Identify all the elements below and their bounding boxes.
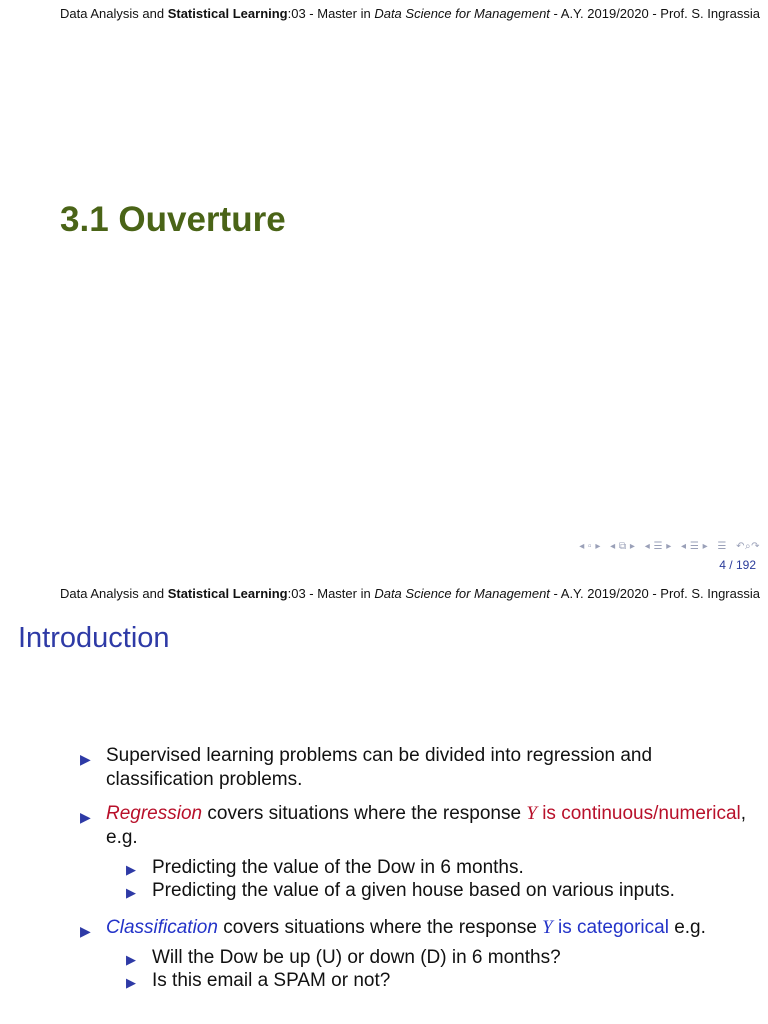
bullet-item [80,802,750,902]
bullet-text: , e.g. [106,803,747,848]
section-title: 3.1 Ouverture [60,200,286,239]
subsection-icon[interactable]: ◂ ☰ ▸ [681,541,709,552]
bullet-triangle-icon: ▶ [80,809,91,825]
bullet-text: Supervised learning problems can be divided into regression and classification problems. [106,745,653,790]
page-counter: 4 / 192 [719,558,756,572]
bullet-triangle-icon: ▶ [80,751,91,767]
highlight-text: is categorical [552,917,669,938]
bullet-triangle-icon: ▶ [126,975,136,990]
bullet-triangle-icon: ▶ [126,952,136,967]
slide-header [60,586,760,601]
slide-introduction [0,580,768,1024]
bullet-text: covers situations where the response [217,917,543,938]
response-variable: Y [542,917,553,938]
header-text: Data Analysis and [60,6,168,21]
bullet-text: covers situations where the response [202,803,527,824]
bullet-triangle-icon: ▶ [126,885,136,900]
highlight-text: is continuous/numerical [536,803,741,824]
header-text: - A.Y. 2019/2020 - Prof. S. Ingrassia [549,6,760,21]
sub-bullet-text: Predicting the value of a given house based on various inputs. [152,880,675,901]
sub-bullet-item [126,946,750,969]
header-text: :03 - Master in [287,586,375,601]
bullet-triangle-icon: ▶ [80,923,91,939]
toc-icon[interactable]: ☰ [717,541,727,552]
header-program: Data Science for Management [374,586,550,601]
slide-header [60,6,760,21]
classification-term: Classification [106,917,218,938]
nav-first-icon[interactable]: ◂ ▫ ▸ [579,541,601,552]
header-course: Statistical Learning [167,586,288,601]
beamer-navigation [573,541,760,552]
bullet-item [80,744,750,792]
sub-bullet-item [126,856,750,879]
header-text: Data Analysis and [60,586,168,601]
bullet-item [80,916,750,992]
sub-bullet-text: Will the Dow be up (U) or down (D) in 6 months? [152,947,561,968]
sub-bullet-item [126,969,750,992]
header-text: :03 - Master in [287,6,375,21]
bullet-triangle-icon: ▶ [126,862,136,877]
bullet-text: e.g. [668,917,706,938]
sub-list [126,946,750,992]
bullet-list [80,744,750,1002]
section-icon[interactable]: ◂ ☰ ▸ [644,541,672,552]
back-search-forward-icon[interactable]: ↶⌕↷ [736,541,760,552]
header-text: - A.Y. 2019/2020 - Prof. S. Ingrassia [549,586,760,601]
frame-icon[interactable]: ◂ ⧉ ▸ [610,541,636,552]
header-program: Data Science for Management [374,6,550,21]
sub-bullet-text: Is this email a SPAM or not? [152,970,391,991]
slide-title: Introduction [18,622,170,654]
sub-list [126,856,750,902]
regression-term: Regression [106,803,203,824]
header-course: Statistical Learning [167,6,288,21]
sub-bullet-item [126,879,750,902]
sub-bullet-text: Predicting the value of the Dow in 6 months. [152,857,524,878]
response-variable: Y [526,803,537,824]
